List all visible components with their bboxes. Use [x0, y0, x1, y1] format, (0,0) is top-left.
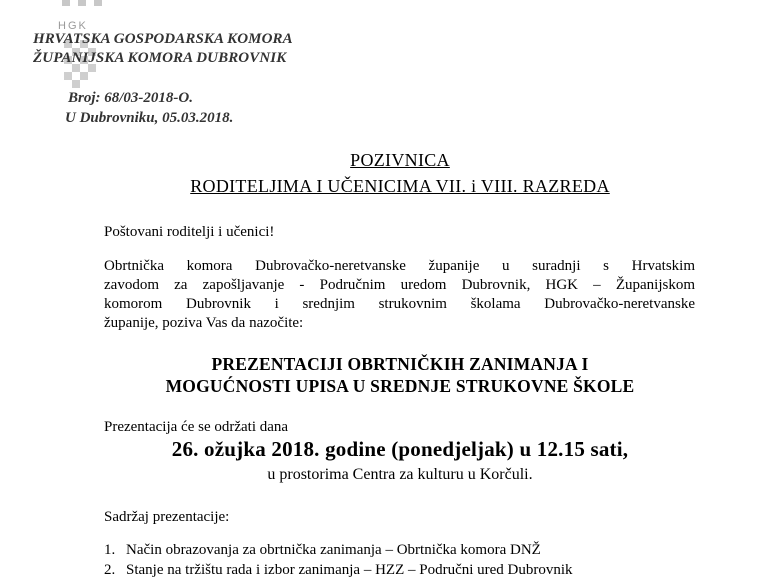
- event-date: 26. ožujka 2018. godine (ponedjeljak) u 12.15 sati,: [171, 437, 629, 461]
- event-venue: u prostorima Centra za kulturu u Korčuli.: [267, 466, 533, 483]
- intro-line-3: komorom Dubrovnik i srednjim strukovnim školama Dubrovačko-neretvanske: [104, 296, 695, 312]
- intro-line-4: županije, poziva Vas da nazočite:: [104, 315, 304, 331]
- list-item-number: 1.: [104, 542, 116, 558]
- list-item-text: Stanje na tržištu rada i izbor zanimanja – HZZ – Područni ured Dubrovnik: [126, 562, 573, 578]
- list-item: [104, 542, 541, 559]
- contents-heading: Sadržaj prezentacije:: [104, 509, 230, 525]
- reference-number: Broj: 68/03-2018-O.: [68, 90, 193, 106]
- schedule-intro: Prezentacija će se održati dana: [104, 419, 289, 435]
- list-item-number: 2.: [104, 562, 116, 578]
- document-subtitle: RODITELJIMA I UČENICIMA VII. i VIII. RAZREDA: [190, 176, 610, 196]
- org-name-line2: ŽUPANIJSKA KOMORA DUBROVNIK: [33, 50, 287, 66]
- greeting: Poštovani roditelji i učenici!: [104, 224, 275, 240]
- place-and-date: U Dubrovniku, 05.03.2018.: [65, 110, 234, 126]
- document-title: POZIVNICA: [350, 150, 450, 170]
- event-title-line2: MOGUĆNOSTI UPISA U SREDNJE STRUKOVNE ŠKOLE: [165, 376, 635, 396]
- intro-line-2: zavodom za zapošljavanje - Područnim uredom Dubrovnik, HGK – Županijskom: [104, 277, 695, 293]
- list-item-text: Način obrazovanja za obrtnička zanimanja – Obrtnička komora DNŽ: [126, 542, 541, 558]
- org-name-line1: HRVATSKA GOSPODARSKA KOMORA: [33, 31, 293, 47]
- list-item: [104, 562, 573, 579]
- intro-line-1: Obrtnička komora Dubrovačko-neretvanske županije u suradnji s Hrvatskim: [104, 258, 695, 274]
- event-title-line1: PREZENTACIJI OBRTNIČKIH ZANIMANJA I: [211, 354, 589, 374]
- logo-text: HGK: [58, 20, 88, 32]
